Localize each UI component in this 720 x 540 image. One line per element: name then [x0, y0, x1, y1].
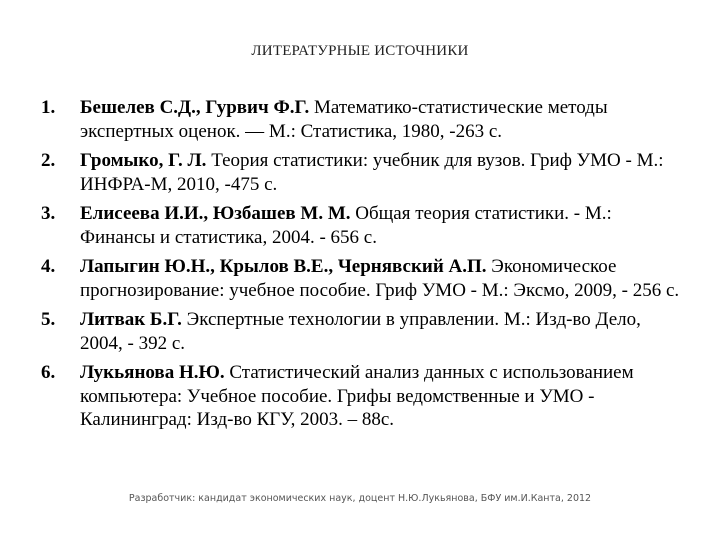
reference-number: 1. — [41, 97, 56, 118]
reference-number: 2. — [41, 150, 56, 171]
reference-number: 6. — [41, 362, 56, 383]
reference-item — [41, 202, 681, 249]
reference-item — [41, 308, 681, 355]
reference-authors: Лапыгин Ю.Н., Крылов В.Е., Чернявский А.П. — [80, 256, 487, 277]
reference-body — [80, 96, 681, 143]
reference-authors: Бешелев С.Д., Гурвич Ф.Г. — [80, 97, 310, 118]
reference-text: Экономическое прогнозирование: учебное пособие. Гриф УМО - М.: Эксмо, 2009, - 256 с. — [80, 256, 680, 301]
reference-body — [80, 255, 681, 302]
reference-text: Статистический анализ данных с использованием компьютера: Учебное пособие. Грифы ведомственные и УМО - Калининград: Изд-во КГУ, 2003. – 88с. — [80, 362, 634, 430]
reference-authors: Елисеева И.И., Юзбашев М. М. — [80, 203, 351, 224]
reference-number: 5. — [41, 309, 56, 330]
reference-item — [41, 96, 681, 143]
page-title: ЛИТЕРАТУРНЫЕ ИСТОЧНИКИ — [251, 43, 469, 59]
footer-credit: Разработчик: кандидат экономических наук, доцент Н.Ю.Лукьянова, БФУ им.И.Канта, 2012 — [128, 493, 592, 504]
reference-text: Общая теория статистики. - М.: Финансы и статистика, 2004. - 656 с. — [80, 203, 612, 248]
reference-text: Экспертные технологии в управлении. М.: Изд-во Дело, 2004, - 392 с. — [80, 309, 641, 354]
reference-authors: Литвак Б.Г. — [80, 309, 182, 330]
reference-text: Теория статистики: учебник для вузов. Гриф УМО - М.: ИНФРА-М, 2010, -475 с. — [80, 150, 664, 195]
reference-body — [80, 149, 681, 196]
reference-item — [41, 361, 681, 432]
reference-body — [80, 308, 681, 355]
reference-text: Математико-статистические методы экспертных оценок. — М.: Статистика, 1980, -263 с. — [80, 97, 608, 142]
reference-authors: Лукьянова Н.Ю. — [80, 362, 225, 383]
reference-authors: Громыко, Г. Л. — [80, 150, 207, 171]
reference-number: 4. — [41, 256, 56, 277]
reference-item — [41, 149, 681, 196]
reference-number: 3. — [41, 203, 56, 224]
reference-item — [41, 255, 681, 302]
reference-body — [80, 202, 681, 249]
reference-list — [41, 96, 681, 438]
reference-body — [80, 361, 681, 432]
